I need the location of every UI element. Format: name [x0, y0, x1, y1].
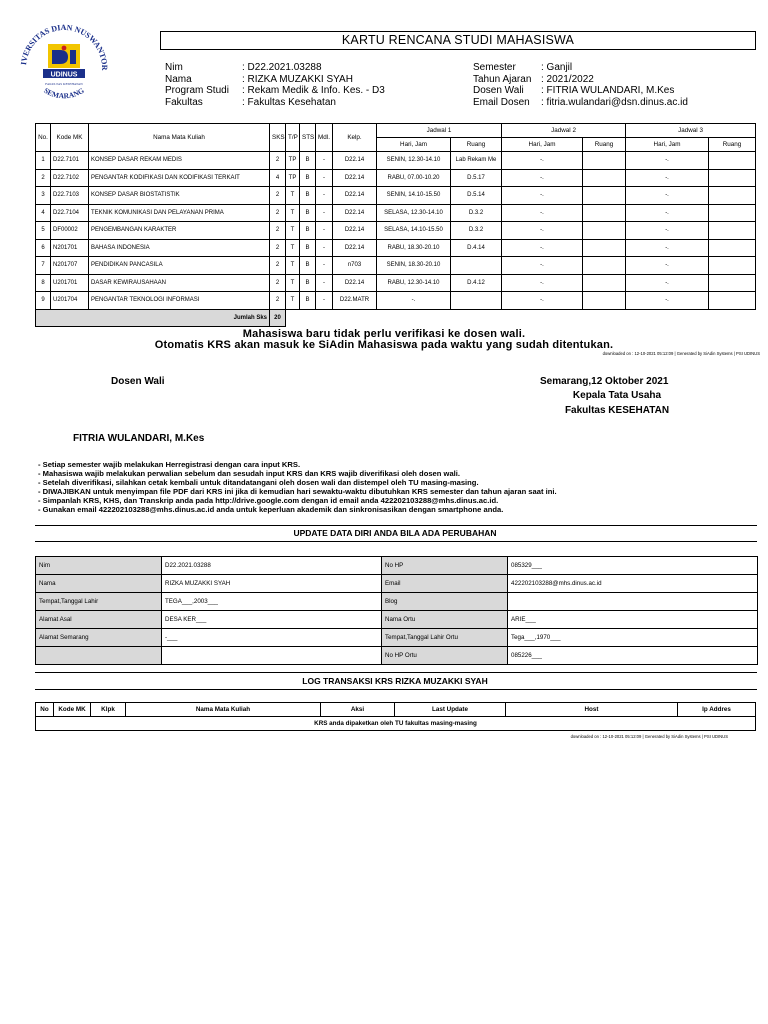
krs-cell-r3: [709, 222, 756, 240]
krs-cell-mdl: -: [316, 204, 333, 222]
krs-cell-r1: D.5.14: [451, 187, 502, 205]
krs-row: [36, 187, 756, 205]
krs-cell-nama: PENGEMBANGAN KARAKTER: [89, 222, 270, 240]
krs-cell-r3: [709, 187, 756, 205]
log-col-nama: Nama Mata Kuliah: [126, 703, 321, 717]
col-ruang1: Ruang: [451, 138, 502, 152]
update-value: ARIE___: [508, 611, 758, 629]
krs-cell-h3: -.: [626, 292, 709, 310]
note-item: - DIWAJIBKAN untuk menyimpan file PDF dari KRS ini jika di kemudian hari sewaktu-waktu dibutuhkan KRS semester dan tahun ajaran saat ini.: [38, 487, 557, 496]
krs-cell-no: 6: [36, 239, 51, 257]
update-value: Tega___,1970___: [508, 629, 758, 647]
krs-cell-sts: B: [300, 187, 316, 205]
krs-cell-h1: RABU, 18.30-20.10: [377, 239, 451, 257]
krs-cell-r1: [451, 292, 502, 310]
krs-cell-sts: B: [300, 204, 316, 222]
krs-cell-nama: PENGANTAR TEKNOLOGI INFORMASI: [89, 292, 270, 310]
krs-cell-h2: -.: [502, 222, 583, 240]
krs-cell-kelp: D22.14: [333, 274, 377, 292]
krs-cell-h3: -.: [626, 204, 709, 222]
place-date: Semarang,12 Oktober 2021: [540, 376, 669, 387]
krs-row: [36, 152, 756, 170]
krs-cell-sks: 2: [270, 222, 286, 240]
update-value: RIZKA MUZAKKI SYAH: [162, 575, 382, 593]
krs-cell-nama: KONSEP DASAR REKAM MEDIS: [89, 152, 270, 170]
update-label: Nama Ortu: [382, 611, 508, 629]
krs-cell-r3: [709, 152, 756, 170]
update-row: [36, 575, 758, 593]
col-sts: STS: [300, 124, 316, 152]
col-tp: T/P: [286, 124, 300, 152]
krs-cell-r3: [709, 257, 756, 275]
col-kelp: Kelp.: [333, 124, 377, 152]
log-col-kode: Kode MK: [54, 703, 91, 717]
log-col-last-update: Last Update: [395, 703, 506, 717]
krs-cell-sks: 2: [270, 152, 286, 170]
prodi-label: Program Studi: [165, 85, 229, 96]
krs-cell-h2: -.: [502, 292, 583, 310]
update-row: [36, 629, 758, 647]
krs-cell-tp: T: [286, 292, 300, 310]
krs-cell-kode: N201701: [51, 239, 89, 257]
krs-cell-h1: SENIN, 12.30-14.10: [377, 152, 451, 170]
email-dosen-value: : fitria.wulandari@dsn.dinus.ac.id: [541, 96, 688, 108]
update-label: Nim: [36, 557, 162, 575]
krs-cell-kelp: D22.14: [333, 152, 377, 170]
log-message: KRS anda dipaketkan oleh TU fakultas masing-masing: [36, 717, 756, 731]
krs-cell-r2: [583, 239, 626, 257]
krs-cell-sks: 2: [270, 292, 286, 310]
krs-cell-h1: SENIN, 18.30-20.10: [377, 257, 451, 275]
download-note-footer: downloaded on : 12-10-2021 05:12:09 | Generated by SiAdin Systems | PSI UDINUS: [570, 734, 728, 739]
krs-cell-sks: 2: [270, 257, 286, 275]
krs-cell-h2: -.: [502, 204, 583, 222]
update-label: [36, 647, 162, 665]
position-title: Kepala Tata Usaha: [572, 390, 662, 401]
krs-cell-r2: [583, 274, 626, 292]
col-mdl: Mdl.: [316, 124, 333, 152]
divider: [35, 541, 757, 542]
update-value: D22.2021.03288: [162, 557, 382, 575]
krs-cell-kode: D22.7102: [51, 169, 89, 187]
krs-row: [36, 292, 756, 310]
nim-value: : D22.2021.03288: [242, 62, 322, 73]
krs-cell-r2: [583, 187, 626, 205]
krs-cell-tp: T: [286, 274, 300, 292]
krs-cell-h3: -.: [626, 187, 709, 205]
krs-cell-sts: B: [300, 169, 316, 187]
krs-cell-nama: PENGANTAR KODIFIKASI DAN KODIFIKASI TERKAIT: [89, 169, 270, 187]
note-item: - Setiap semester wajib melakukan Herregistrasi dengan cara input KRS.: [38, 460, 301, 469]
col-hari2: Hari, Jam: [502, 138, 583, 152]
krs-cell-sts: B: [300, 239, 316, 257]
krs-row: [36, 169, 756, 187]
krs-cell-r1: D.3.2: [451, 222, 502, 240]
dosen-wali-label: Dosen Wali: [473, 85, 524, 96]
krs-cell-sts: B: [300, 274, 316, 292]
prodi-value: : Rekam Medik & Info. Kes. - D3: [242, 85, 385, 96]
krs-cell-kode: U201701: [51, 274, 89, 292]
krs-cell-kelp: n703: [333, 257, 377, 275]
krs-cell-h2: -.: [502, 274, 583, 292]
university-logo: [12, 22, 116, 108]
krs-cell-sts: B: [300, 292, 316, 310]
krs-cell-kelp: D22.14: [333, 187, 377, 205]
col-hari1: Hari, Jam: [377, 138, 451, 152]
col-jadwal2: Jadwal 2: [502, 124, 626, 138]
update-value: 085226___: [508, 647, 758, 665]
krs-cell-sks: 4: [270, 169, 286, 187]
krs-cell-sts: B: [300, 257, 316, 275]
update-value: 085329___: [508, 557, 758, 575]
krs-row: [36, 257, 756, 275]
jumlah-sks-label: Jumlah Sks: [36, 309, 270, 327]
krs-cell-h3: -.: [626, 257, 709, 275]
krs-cell-tp: TP: [286, 169, 300, 187]
krs-cell-nama: KONSEP DASAR BIOSTATISTIK: [89, 187, 270, 205]
divider: [35, 525, 757, 526]
krs-cell-kelp: D22.MATR: [333, 292, 377, 310]
log-table: [35, 702, 756, 731]
krs-cell-no: 3: [36, 187, 51, 205]
krs-cell-sks: 2: [270, 187, 286, 205]
krs-cell-kelp: D22.14: [333, 169, 377, 187]
krs-cell-kode: D22.7103: [51, 187, 89, 205]
semester-label: Semester: [473, 62, 516, 73]
update-title: UPDATE DATA DIRI ANDA BILA ADA PERUBAHAN: [293, 528, 497, 538]
svg-text:UNIVERSITAS DIAN NUSWANTORO: IVERSITAS DIAN NUSWANTOR: [19, 22, 110, 71]
krs-cell-kode: D22.7101: [51, 152, 89, 170]
krs-cell-h3: -.: [626, 152, 709, 170]
krs-cell-no: 8: [36, 274, 51, 292]
update-row: [36, 647, 758, 665]
log-col-ip: Ip Addres: [678, 703, 756, 717]
krs-row: [36, 204, 756, 222]
krs-cell-r2: [583, 152, 626, 170]
log-title: LOG TRANSAKSI KRS RIZKA MUZAKKI SYAH: [302, 676, 488, 686]
krs-cell-h2: -.: [502, 169, 583, 187]
krs-cell-kode: N201707: [51, 257, 89, 275]
krs-cell-h1: SELASA, 14.10-15.50: [377, 222, 451, 240]
email-dosen-label: Email Dosen: [473, 96, 530, 108]
krs-cell-tp: T: [286, 204, 300, 222]
krs-cell-nama: DASAR KEWIRAUSAHAAN: [89, 274, 270, 292]
col-ruang3: Ruang: [709, 138, 756, 152]
semester-value: : Ganjil: [541, 62, 573, 73]
col-no: No.: [36, 124, 51, 152]
update-value: DESA KER___: [162, 611, 382, 629]
download-note: downloaded on : 12-10-2021 05:12:09 | Generated by SiAdin Systems | PSI UDINUS: [602, 351, 760, 356]
col-jadwal1: Jadwal 1: [377, 124, 502, 138]
dosen-wali-value: : FITRIA WULANDARI, M.Kes: [541, 85, 675, 96]
dosen-wali-sign-label: Dosen Wali: [111, 376, 165, 387]
krs-cell-h2: -.: [502, 187, 583, 205]
update-row: [36, 593, 758, 611]
note-item: - Simpanlah KRS, KHS, dan Transkrip anda pada http://drive.google.com dengan id email anda 422202103288@mhs.dinus.ac.id.: [38, 496, 499, 505]
krs-cell-kode: U201704: [51, 292, 89, 310]
krs-cell-mdl: -: [316, 257, 333, 275]
update-label: No HP: [382, 557, 508, 575]
update-label: Alamat Asal: [36, 611, 162, 629]
update-label: Tempat,Tanggal Lahir: [36, 593, 162, 611]
krs-cell-r3: [709, 239, 756, 257]
dosen-wali-sign-name: FITRIA WULANDARI, M.Kes: [73, 433, 205, 444]
krs-row: [36, 222, 756, 240]
krs-cell-h1: SELASA, 12.30-14.10: [377, 204, 451, 222]
krs-cell-tp: T: [286, 222, 300, 240]
log-col-klpk: Klpk: [91, 703, 126, 717]
krs-cell-tp: T: [286, 257, 300, 275]
krs-cell-no: 9: [36, 292, 51, 310]
krs-cell-mdl: -: [316, 239, 333, 257]
krs-cell-kelp: D22.14: [333, 222, 377, 240]
krs-cell-nama: TEKNIK KOMUNIKASI DAN PELAYANAN PRIMA: [89, 204, 270, 222]
log-col-host: Host: [506, 703, 678, 717]
krs-cell-mdl: -: [316, 187, 333, 205]
notice-line-1: Mahasiswa baru tidak perlu verifikasi ke dosen wali.: [242, 328, 526, 340]
divider: [35, 672, 757, 673]
krs-cell-mdl: -: [316, 152, 333, 170]
krs-cell-h2: -.: [502, 257, 583, 275]
krs-cell-mdl: -: [316, 222, 333, 240]
note-item: - Mahasiswa wajib melakukan perwalian sebelum dan sesudah input KRS dan KRS wajib diverifikasi oleh dosen wali.: [38, 469, 460, 478]
krs-cell-r1: D.4.12: [451, 274, 502, 292]
krs-cell-no: 2: [36, 169, 51, 187]
col-kode: Kode MK: [51, 124, 89, 152]
krs-cell-no: 7: [36, 257, 51, 275]
krs-cell-h3: -.: [626, 169, 709, 187]
nama-value: : RIZKA MUZAKKI SYAH: [242, 73, 353, 85]
update-label: Alamat Semarang: [36, 629, 162, 647]
log-col-no: No: [36, 703, 54, 717]
update-table: [35, 556, 758, 665]
col-ruang2: Ruang: [583, 138, 626, 152]
krs-cell-r1: D.5.17: [451, 169, 502, 187]
krs-cell-r2: [583, 169, 626, 187]
student-info: [165, 62, 385, 108]
update-value: TEGA___,2003___: [162, 593, 382, 611]
krs-cell-h3: -.: [626, 222, 709, 240]
divider: [35, 689, 757, 690]
krs-cell-r3: [709, 274, 756, 292]
notice-line-2: Otomatis KRS akan masuk ke SiAdin Mahasiswa pada waktu yang sudah ditentukan.: [154, 339, 614, 351]
krs-cell-h1: SENIN, 14.10-15.50: [377, 187, 451, 205]
faculty-title: Fakultas KESEHATAN: [564, 405, 670, 416]
krs-cell-r1: D.4.14: [451, 239, 502, 257]
krs-cell-no: 1: [36, 152, 51, 170]
krs-cell-h3: -.: [626, 274, 709, 292]
krs-cell-h2: -.: [502, 152, 583, 170]
col-sks: SKS: [270, 124, 286, 152]
krs-cell-r2: [583, 257, 626, 275]
krs-cell-tp: T: [286, 239, 300, 257]
update-label: Email: [382, 575, 508, 593]
krs-cell-kode: DF00002: [51, 222, 89, 240]
krs-cell-sks: 2: [270, 274, 286, 292]
note-item: - Gunakan email 422202103288@mhs.dinus.ac.id anda untuk keperluan akademik dan sinkronisasikan dengan smartphone anda.: [38, 505, 504, 514]
krs-cell-tp: TP: [286, 152, 300, 170]
krs-cell-sks: 2: [270, 204, 286, 222]
update-label: Blog: [382, 593, 508, 611]
update-label: Tempat,Tanggal Lahir Ortu: [382, 629, 508, 647]
notes-list: [38, 460, 557, 514]
krs-cell-r3: [709, 292, 756, 310]
update-label: Nama: [36, 575, 162, 593]
krs-cell-r1: D.3.2: [451, 204, 502, 222]
krs-cell-r1: [451, 257, 502, 275]
jumlah-sks-value: 20: [270, 309, 286, 327]
krs-cell-kelp: D22.14: [333, 239, 377, 257]
krs-cell-mdl: -: [316, 169, 333, 187]
krs-cell-r2: [583, 292, 626, 310]
krs-cell-nama: BAHASA INDONESIA: [89, 239, 270, 257]
krs-cell-h1: -.: [377, 292, 451, 310]
update-label: No HP Ortu: [382, 647, 508, 665]
krs-cell-kelp: D22.14: [333, 204, 377, 222]
krs-cell-h1: RABU, 07.00-10.20: [377, 169, 451, 187]
svg-text:UDINUS: UDINUS: [50, 71, 78, 79]
update-row: [36, 611, 758, 629]
krs-cell-sts: B: [300, 152, 316, 170]
krs-cell-mdl: -: [316, 292, 333, 310]
update-value: -___: [162, 629, 382, 647]
krs-cell-sts: B: [300, 222, 316, 240]
nim-label: Nim: [165, 62, 183, 73]
krs-cell-r3: [709, 169, 756, 187]
update-row: [36, 557, 758, 575]
krs-cell-h1: RABU, 12.30-14.10: [377, 274, 451, 292]
svg-text:FAKULTAS KESEHATAN: FAKULTAS KESEHATAN: [45, 82, 83, 86]
tahun-ajaran-label: Tahun Ajaran: [473, 73, 532, 85]
col-jadwal3: Jadwal 3: [626, 124, 756, 138]
update-value: 422202103288@mhs.dinus.ac.id: [508, 575, 758, 593]
krs-cell-h3: -.: [626, 239, 709, 257]
update-value: [508, 593, 758, 611]
krs-row: [36, 239, 756, 257]
svg-text:SEMARANG: SEMARANG: [42, 85, 86, 101]
krs-cell-r2: [583, 204, 626, 222]
krs-cell-no: 4: [36, 204, 51, 222]
krs-cell-sks: 2: [270, 239, 286, 257]
krs-cell-kode: D22.7104: [51, 204, 89, 222]
krs-table: [35, 123, 756, 327]
krs-cell-h2: -.: [502, 239, 583, 257]
tahun-ajaran-value: : 2021/2022: [541, 73, 594, 85]
log-col-aksi: Aksi: [321, 703, 395, 717]
col-nama: Nama Mata Kuliah: [89, 124, 270, 152]
fakultas-value: : Fakultas Kesehatan: [242, 96, 336, 108]
krs-cell-tp: T: [286, 187, 300, 205]
document-title: KARTU RENCANA STUDI MAHASISWA: [160, 31, 756, 50]
krs-cell-no: 5: [36, 222, 51, 240]
nama-label: Nama: [165, 73, 192, 85]
update-value: [162, 647, 382, 665]
col-hari3: Hari, Jam: [626, 138, 709, 152]
krs-cell-r3: [709, 204, 756, 222]
krs-cell-r1: Lab Rekam Me: [451, 152, 502, 170]
note-item: - Setelah diverifikasi, silahkan cetak kembali untuk ditandatangani oleh dosen wali dan distempel oleh TU masing-masing.: [38, 478, 479, 487]
krs-cell-mdl: -: [316, 274, 333, 292]
semester-info: [473, 62, 688, 108]
krs-cell-r2: [583, 222, 626, 240]
krs-row: [36, 274, 756, 292]
krs-cell-nama: PENDIDIKAN PANCASILA: [89, 257, 270, 275]
fakultas-label: Fakultas: [165, 96, 203, 108]
